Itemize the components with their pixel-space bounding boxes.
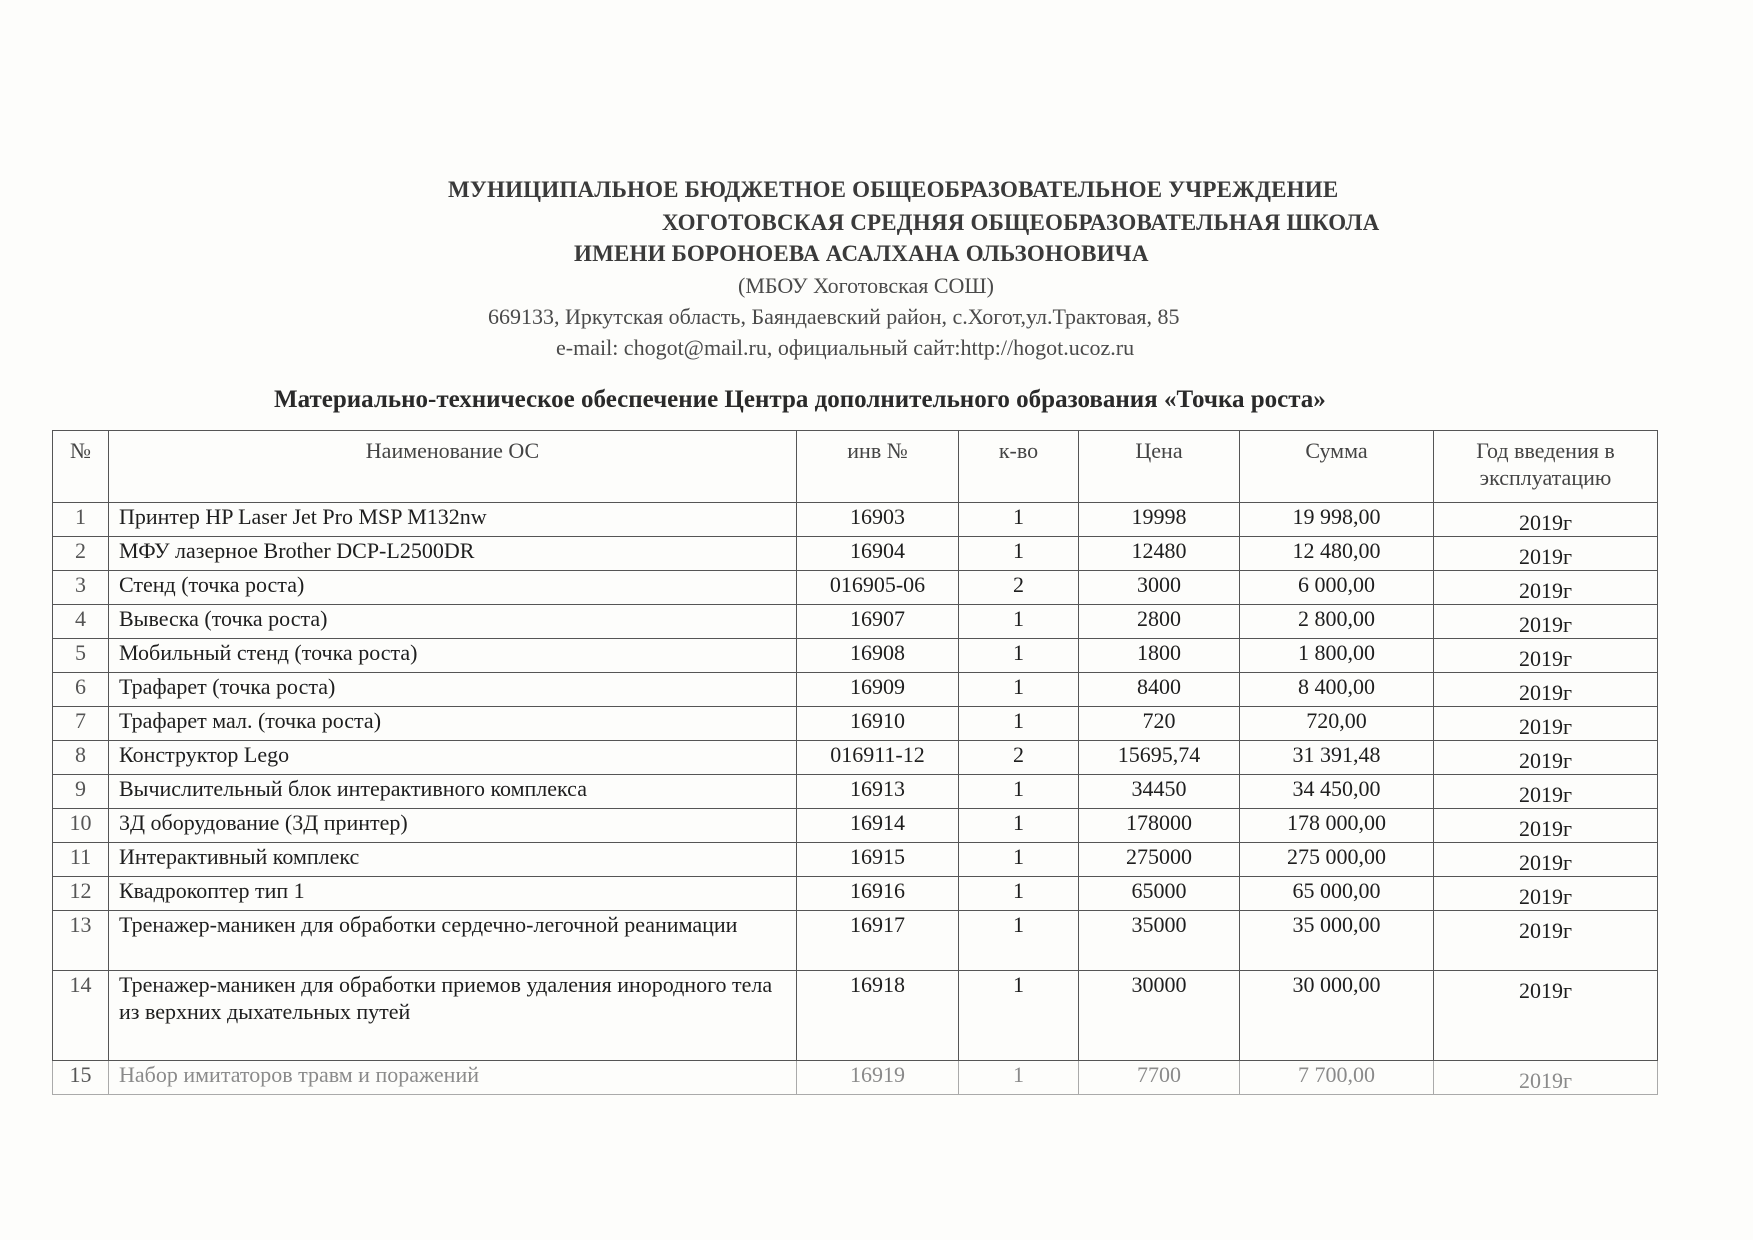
table-row [53, 537, 1658, 571]
cell-qty: 1 [959, 971, 1079, 1061]
cell-sum: 12 480,00 [1240, 537, 1434, 571]
cell-year: 2019г [1434, 877, 1658, 911]
cell-no: 9 [53, 775, 109, 809]
cell-price: 8400 [1079, 673, 1240, 707]
cell-price: 1800 [1079, 639, 1240, 673]
cell-price: 19998 [1079, 503, 1240, 537]
table-row [53, 503, 1658, 537]
column-header-inv: инв № [797, 431, 959, 503]
cell-inv: 16914 [797, 809, 959, 843]
column-header-year: Год введения в эксплуатацию [1434, 431, 1658, 503]
table-row [53, 605, 1658, 639]
table-row [53, 877, 1658, 911]
cell-inv: 016905-06 [797, 571, 959, 605]
org-name-line-2: ХОГОТОВСКАЯ СРЕДНЯЯ ОБЩЕОБРАЗОВАТЕЛЬНАЯ ШКОЛА [662, 210, 1380, 235]
cell-name: Мобильный стенд (точка роста) [109, 639, 797, 673]
cell-name: Вычислительный блок интерактивного комплекса [109, 775, 797, 809]
cell-price: 15695,74 [1079, 741, 1240, 775]
org-short-name: (МБОУ Хоготовская СОШ) [738, 273, 994, 298]
cell-qty: 1 [959, 503, 1079, 537]
cell-inv: 16916 [797, 877, 959, 911]
cell-qty: 1 [959, 911, 1079, 971]
table-row [53, 571, 1658, 605]
cell-qty: 1 [959, 605, 1079, 639]
cell-price: 7700 [1079, 1061, 1240, 1095]
cell-year: 2019г [1434, 741, 1658, 775]
cell-name: Трафарет (точка роста) [109, 673, 797, 707]
cell-no: 4 [53, 605, 109, 639]
cell-no: 5 [53, 639, 109, 673]
cell-sum: 6 000,00 [1240, 571, 1434, 605]
org-name-line-1: МУНИЦИПАЛЬНОЕ БЮДЖЕТНОЕ ОБЩЕОБРАЗОВАТЕЛЬНОЕ УЧРЕЖДЕНИЕ [448, 177, 1339, 202]
cell-sum: 178 000,00 [1240, 809, 1434, 843]
cell-name: Тренажер-маникен для обработки сердечно-легочной реанимации [109, 911, 797, 971]
table-row [53, 673, 1658, 707]
cell-qty: 2 [959, 571, 1079, 605]
cell-inv: 16915 [797, 843, 959, 877]
cell-price: 35000 [1079, 911, 1240, 971]
org-address: 669133, Иркутская область, Баяндаевский район, с.Хогот,ул.Трактовая, 85 [488, 304, 1180, 329]
cell-inv: 16910 [797, 707, 959, 741]
cell-year: 2019г [1434, 673, 1658, 707]
cell-no: 12 [53, 877, 109, 911]
cell-qty: 1 [959, 1061, 1079, 1095]
cell-name: Вывеска (точка роста) [109, 605, 797, 639]
cell-qty: 1 [959, 707, 1079, 741]
cell-qty: 2 [959, 741, 1079, 775]
cell-inv: 16903 [797, 503, 959, 537]
cell-name: Набор имитаторов травм и поражений [109, 1061, 797, 1095]
cell-sum: 31 391,48 [1240, 741, 1434, 775]
cell-no: 6 [53, 673, 109, 707]
cell-year: 2019г [1434, 843, 1658, 877]
cell-sum: 34 450,00 [1240, 775, 1434, 809]
cell-no: 7 [53, 707, 109, 741]
column-header-no: № [53, 431, 109, 503]
cell-name: Тренажер-маникен для обработки приемов удаления инородного тела из верхних дыхательных путей [109, 971, 797, 1061]
cell-name: Стенд (точка роста) [109, 571, 797, 605]
cell-sum: 30 000,00 [1240, 971, 1434, 1061]
cell-no: 8 [53, 741, 109, 775]
cell-price: 65000 [1079, 877, 1240, 911]
cell-sum: 275 000,00 [1240, 843, 1434, 877]
table-row [53, 707, 1658, 741]
cell-qty: 1 [959, 809, 1079, 843]
cell-no: 3 [53, 571, 109, 605]
cell-year: 2019г [1434, 809, 1658, 843]
cell-inv: 16917 [797, 911, 959, 971]
cell-sum: 720,00 [1240, 707, 1434, 741]
cell-inv: 16913 [797, 775, 959, 809]
cell-sum: 19 998,00 [1240, 503, 1434, 537]
table-row [53, 741, 1658, 775]
cell-sum: 7 700,00 [1240, 1061, 1434, 1095]
cell-sum: 35 000,00 [1240, 911, 1434, 971]
cell-sum: 8 400,00 [1240, 673, 1434, 707]
cell-name: Квадрокоптер тип 1 [109, 877, 797, 911]
cell-year: 2019г [1434, 971, 1658, 1061]
table-row [53, 971, 1658, 1061]
cell-name: МФУ лазерное Brother DCP-L2500DR [109, 537, 797, 571]
cell-inv: 16908 [797, 639, 959, 673]
cell-inv: 16919 [797, 1061, 959, 1095]
column-header-price: Цена [1079, 431, 1240, 503]
cell-year: 2019г [1434, 639, 1658, 673]
cell-no: 2 [53, 537, 109, 571]
cell-name: Трафарет мал. (точка роста) [109, 707, 797, 741]
cell-year: 2019г [1434, 605, 1658, 639]
cell-inv: 16907 [797, 605, 959, 639]
org-name-line-3: ИМЕНИ БОРОНОЕВА АСАЛХАНА ОЛЬЗОНОВИЧА [574, 241, 1149, 266]
cell-year: 2019г [1434, 775, 1658, 809]
document-title: Материально-техническое обеспечение Центра дополнительного образования «Точка роста» [274, 386, 1326, 413]
table-row [53, 775, 1658, 809]
cell-sum: 2 800,00 [1240, 605, 1434, 639]
cell-no: 1 [53, 503, 109, 537]
cell-price: 12480 [1079, 537, 1240, 571]
cell-year: 2019г [1434, 537, 1658, 571]
table-row [53, 1061, 1658, 1095]
cell-name: 3Д оборудование (3Д принтер) [109, 809, 797, 843]
cell-qty: 1 [959, 775, 1079, 809]
cell-no: 15 [53, 1061, 109, 1095]
cell-no: 14 [53, 971, 109, 1061]
cell-price: 3000 [1079, 571, 1240, 605]
cell-year: 2019г [1434, 571, 1658, 605]
org-contacts: e-mail: chogot@mail.ru, официальный сайт:http://hogot.ucoz.ru [556, 335, 1135, 360]
cell-inv: 16918 [797, 971, 959, 1061]
cell-year: 2019г [1434, 707, 1658, 741]
cell-price: 34450 [1079, 775, 1240, 809]
cell-qty: 1 [959, 877, 1079, 911]
cell-price: 178000 [1079, 809, 1240, 843]
cell-inv: 16904 [797, 537, 959, 571]
cell-name: Принтер HP Laser Jet Pro MSP M132nw [109, 503, 797, 537]
cell-price: 720 [1079, 707, 1240, 741]
column-header-qty: к-во [959, 431, 1079, 503]
cell-qty: 1 [959, 673, 1079, 707]
cell-sum: 65 000,00 [1240, 877, 1434, 911]
cell-year: 2019г [1434, 1061, 1658, 1095]
cell-qty: 1 [959, 537, 1079, 571]
cell-no: 11 [53, 843, 109, 877]
cell-qty: 1 [959, 639, 1079, 673]
cell-name: Интерактивный комплекс [109, 843, 797, 877]
cell-price: 30000 [1079, 971, 1240, 1061]
table-row [53, 639, 1658, 673]
cell-no: 13 [53, 911, 109, 971]
equipment-table [52, 430, 1658, 1095]
cell-price: 2800 [1079, 605, 1240, 639]
cell-inv: 016911-12 [797, 741, 959, 775]
cell-name: Конструктор Lego [109, 741, 797, 775]
column-header-name: Наименование ОС [109, 431, 797, 503]
table-header-row [53, 431, 1658, 503]
cell-year: 2019г [1434, 503, 1658, 537]
table-row [53, 843, 1658, 877]
cell-qty: 1 [959, 843, 1079, 877]
cell-inv: 16909 [797, 673, 959, 707]
cell-year: 2019г [1434, 911, 1658, 971]
table-row [53, 809, 1658, 843]
table-row [53, 911, 1658, 971]
column-header-sum: Сумма [1240, 431, 1434, 503]
cell-price: 275000 [1079, 843, 1240, 877]
cell-no: 10 [53, 809, 109, 843]
cell-sum: 1 800,00 [1240, 639, 1434, 673]
